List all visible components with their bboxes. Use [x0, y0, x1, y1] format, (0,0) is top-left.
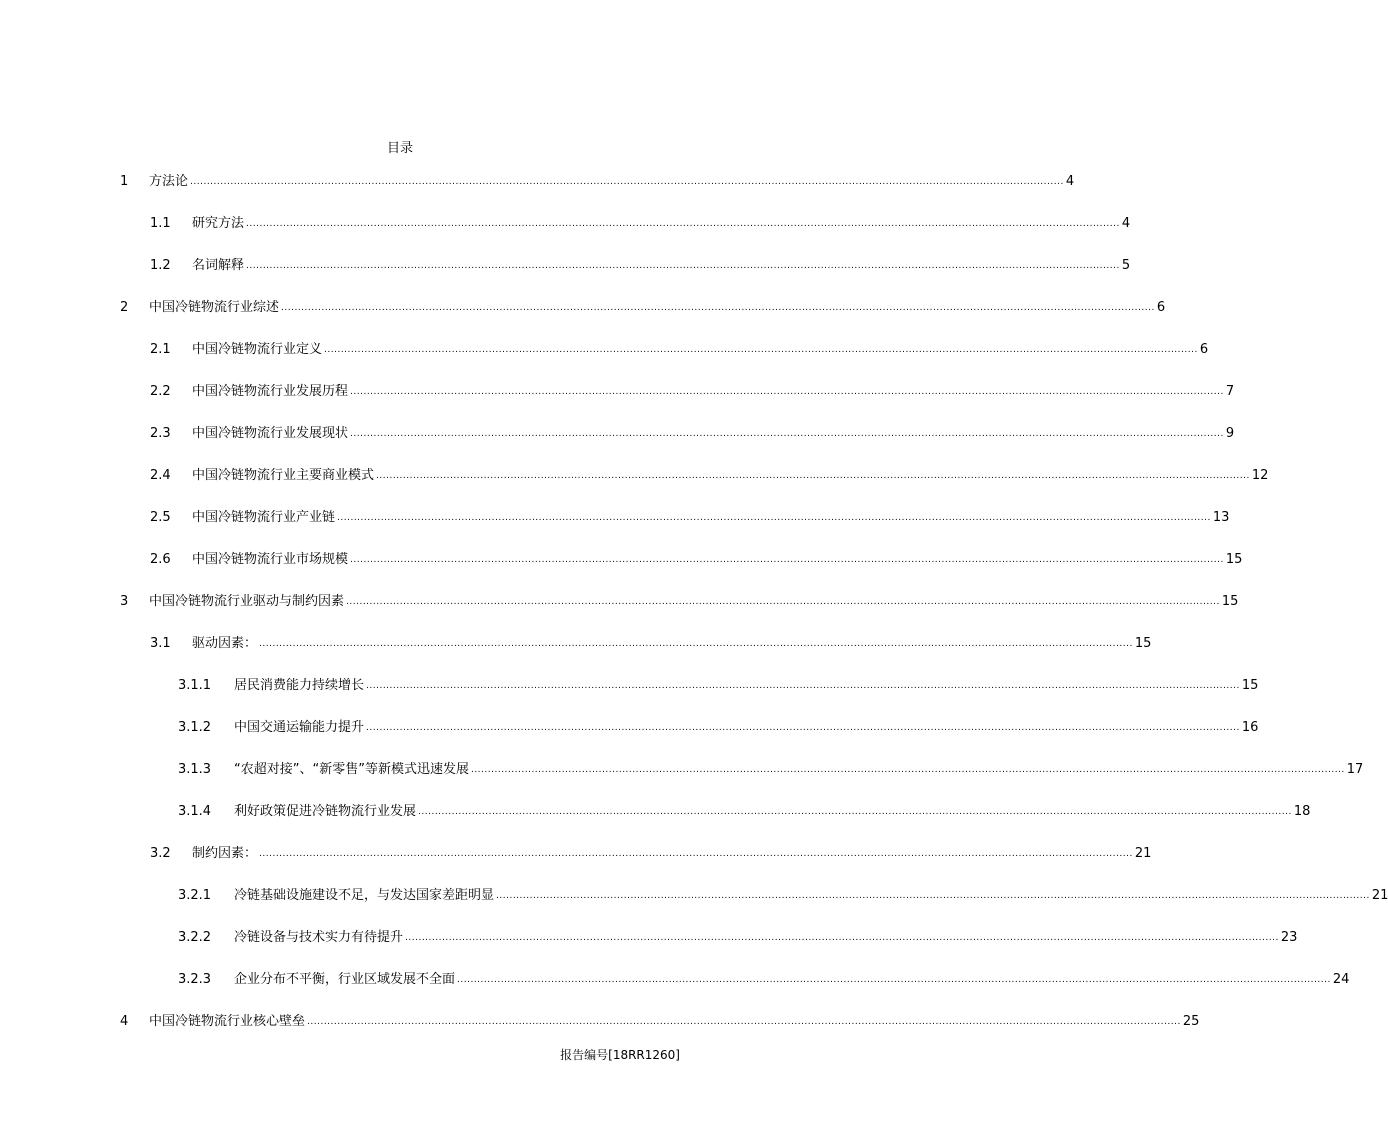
- toc-dot-leader: ....................................................................................................................................................................................................................................................................: [259, 849, 1133, 859]
- toc-dot-leader: ....................................................................................................................................................................................................................................................................: [366, 681, 1240, 691]
- toc-entry-title: 冷链设备与技术实力有待提升: [234, 930, 404, 945]
- toc-entry-number: 2.2: [150, 384, 171, 399]
- toc-entry-line: [150, 382, 1235, 402]
- toc-dot-leader: ....................................................................................................................................................................................................................................................................: [307, 1017, 1181, 1027]
- toc-entry-page: 21: [1371, 888, 1388, 903]
- toc-entry[interactable]: [0, 466, 1269, 508]
- toc-entry-number: 3.1.2: [178, 720, 212, 735]
- toc-entry-number: 1.2: [150, 258, 171, 273]
- toc-title: 目录: [386, 141, 413, 156]
- toc-entry-page: 15: [1225, 552, 1243, 567]
- toc-dot-leader: ....................................................................................................................................................................................................................................................................: [190, 177, 1064, 187]
- toc-entry-title: 中国冷链物流行业市场规模: [192, 552, 349, 567]
- toc-entry-number: 1: [120, 174, 129, 189]
- toc-entry-page: 6: [1199, 342, 1209, 357]
- toc-entry[interactable]: [0, 508, 1230, 550]
- toc-entry-number: 2.5: [150, 510, 171, 525]
- toc-dot-leader: ....................................................................................................................................................................................................................................................................: [496, 891, 1370, 901]
- toc-entry-line: [150, 214, 1131, 234]
- toc-entry-title: 企业分布不平衡，行业区域发展不全面: [234, 972, 456, 987]
- toc-entry[interactable]: [0, 970, 1350, 1012]
- toc-entry-title: 冷链基础设施建设不足，与发达国家差距明显: [234, 888, 495, 903]
- toc-entry-line: [120, 172, 1075, 192]
- toc-entry[interactable]: [0, 928, 1298, 970]
- toc-entry-number: 2.4: [150, 468, 171, 483]
- toc-entry-line: [178, 886, 1388, 906]
- toc-entry-page: 24: [1332, 972, 1350, 987]
- toc-entry[interactable]: [0, 676, 1259, 718]
- toc-entry-line: [120, 1012, 1200, 1032]
- toc-entry-title: 中国冷链物流行业发展现状: [192, 426, 349, 441]
- toc-entry-number: 3.2.3: [178, 972, 212, 987]
- report-number: 报告编号[18RR1260]: [560, 1048, 680, 1062]
- toc-entry-line: [150, 424, 1235, 444]
- toc-entry[interactable]: [0, 592, 1239, 634]
- toc-entry-line: [150, 508, 1230, 528]
- toc-entry-line: [178, 676, 1259, 696]
- toc-entry-number: 3.2: [150, 846, 171, 861]
- toc-entry-page: 23: [1280, 930, 1298, 945]
- toc-entry-title: 中国冷链物流行业驱动与制约因素: [149, 594, 345, 609]
- toc-entry-number: 2.6: [150, 552, 171, 567]
- toc-entry[interactable]: [0, 802, 1311, 844]
- toc-entry-page: 25: [1182, 1014, 1200, 1029]
- toc-entry-number: 2.1: [150, 342, 171, 357]
- toc-entry-line: [120, 592, 1239, 612]
- toc-entry-number: 4: [120, 1014, 129, 1029]
- toc-entry-page: 12: [1251, 468, 1269, 483]
- toc-entry-title: 中国冷链物流行业综述: [149, 300, 280, 315]
- toc-dot-leader: ....................................................................................................................................................................................................................................................................: [246, 261, 1120, 271]
- toc-dot-leader: ....................................................................................................................................................................................................................................................................: [346, 597, 1220, 607]
- toc-entry[interactable]: [0, 256, 1131, 298]
- toc-entry[interactable]: [0, 550, 1243, 592]
- toc-entry[interactable]: [0, 844, 1152, 886]
- toc-entry-title: 中国冷链物流行业定义: [192, 342, 323, 357]
- toc-dot-leader: ....................................................................................................................................................................................................................................................................: [350, 555, 1224, 565]
- toc-dot-leader: ....................................................................................................................................................................................................................................................................: [366, 723, 1240, 733]
- toc-entry[interactable]: [0, 172, 1075, 214]
- toc-entry-page: 17: [1346, 762, 1364, 777]
- toc-entry-title: 制约因素：: [192, 846, 258, 861]
- toc-entry[interactable]: [0, 382, 1235, 424]
- toc-entry[interactable]: [0, 718, 1259, 760]
- toc-entry-number: 3.1.1: [178, 678, 212, 693]
- toc-entry-line: [150, 340, 1209, 360]
- toc-dot-leader: ....................................................................................................................................................................................................................................................................: [405, 933, 1279, 943]
- toc-entry-number: 3.2.2: [178, 930, 212, 945]
- toc-entry[interactable]: [0, 340, 1209, 382]
- toc-entry[interactable]: [0, 886, 1388, 928]
- toc-entry-line: [150, 256, 1131, 276]
- toc-entry-page: 4: [1121, 216, 1131, 231]
- toc-dot-leader: ....................................................................................................................................................................................................................................................................: [470, 765, 1345, 775]
- toc-entry-page: 4: [1065, 174, 1075, 189]
- toc-dot-leader: ....................................................................................................................................................................................................................................................................: [418, 807, 1292, 817]
- toc-entry[interactable]: [0, 424, 1235, 466]
- toc-dot-leader: ....................................................................................................................................................................................................................................................................: [457, 975, 1331, 985]
- toc-dot-leader: ....................................................................................................................................................................................................................................................................: [337, 513, 1211, 523]
- toc-dot-leader: ....................................................................................................................................................................................................................................................................: [281, 303, 1155, 313]
- toc-entry-number: 2: [120, 300, 129, 315]
- toc-entry-title: 居民消费能力持续增长: [234, 678, 365, 693]
- toc-entry-number: 2.3: [150, 426, 171, 441]
- toc-entry-page: 7: [1225, 384, 1235, 399]
- toc-entry[interactable]: [0, 760, 1364, 802]
- toc-entry-line: [178, 802, 1311, 822]
- toc-entry-title: 利好政策促进冷链物流行业发展: [234, 804, 417, 819]
- toc-entry-title: “农超对接”、“新零售”等新模式迅速发展: [234, 762, 469, 777]
- toc-entry-line: [178, 760, 1364, 780]
- toc-entry[interactable]: [0, 298, 1166, 340]
- toc-entry-number: 3.1.3: [178, 762, 212, 777]
- toc-dot-leader: ....................................................................................................................................................................................................................................................................: [259, 639, 1133, 649]
- toc-dot-leader: ....................................................................................................................................................................................................................................................................: [246, 219, 1120, 229]
- toc-entry-page: 9: [1225, 426, 1235, 441]
- toc-entry-page: 15: [1221, 594, 1239, 609]
- toc-dot-leader: ....................................................................................................................................................................................................................................................................: [350, 429, 1224, 439]
- toc-entry-line: [150, 634, 1152, 654]
- toc-entry-title: 方法论: [149, 174, 189, 189]
- toc-entry-title: 驱动因素：: [192, 636, 258, 651]
- toc-entry-line: [178, 970, 1350, 990]
- toc-entry[interactable]: [0, 634, 1152, 676]
- toc-dot-leader: ....................................................................................................................................................................................................................................................................: [350, 387, 1224, 397]
- toc-entry-page: 13: [1212, 510, 1230, 525]
- toc-entry-number: 3.1: [150, 636, 171, 651]
- toc-entry-page: 6: [1156, 300, 1166, 315]
- toc-entry-title: 中国冷链物流行业主要商业模式: [192, 468, 375, 483]
- toc-entry-line: [150, 550, 1243, 570]
- toc-entry-page: 15: [1134, 636, 1152, 651]
- toc-entry-title: 中国交通运输能力提升: [234, 720, 365, 735]
- toc-entry-page: 5: [1121, 258, 1131, 273]
- toc-entry-page: 21: [1134, 846, 1152, 861]
- toc-dot-leader: ....................................................................................................................................................................................................................................................................: [324, 345, 1198, 355]
- toc-entry-line: [120, 298, 1166, 318]
- table-of-contents: [0, 172, 1388, 1054]
- toc-entry-number: 3.1.4: [178, 804, 212, 819]
- toc-entry[interactable]: [0, 1012, 1200, 1054]
- toc-entry-page: 15: [1241, 678, 1259, 693]
- toc-entry-line: [178, 718, 1259, 738]
- toc-entry-title: 中国冷链物流行业发展历程: [192, 384, 349, 399]
- toc-entry-title: 中国冷链物流行业核心壁垒: [149, 1014, 306, 1029]
- toc-entry-line: [150, 844, 1152, 864]
- toc-entry[interactable]: [0, 214, 1131, 256]
- toc-entry-title: 中国冷链物流行业产业链: [192, 510, 336, 525]
- toc-entry-title: 名词解释: [192, 258, 245, 273]
- toc-entry-page: 18: [1293, 804, 1311, 819]
- toc-entry-line: [178, 928, 1298, 948]
- toc-entry-number: 1.1: [150, 216, 171, 231]
- toc-entry-number: 3.2.1: [178, 888, 212, 903]
- toc-dot-leader: ....................................................................................................................................................................................................................................................................: [376, 471, 1250, 481]
- toc-entry-title: 研究方法: [192, 216, 245, 231]
- toc-entry-line: [150, 466, 1269, 486]
- toc-entry-number: 3: [120, 594, 129, 609]
- toc-entry-page: 16: [1241, 720, 1259, 735]
